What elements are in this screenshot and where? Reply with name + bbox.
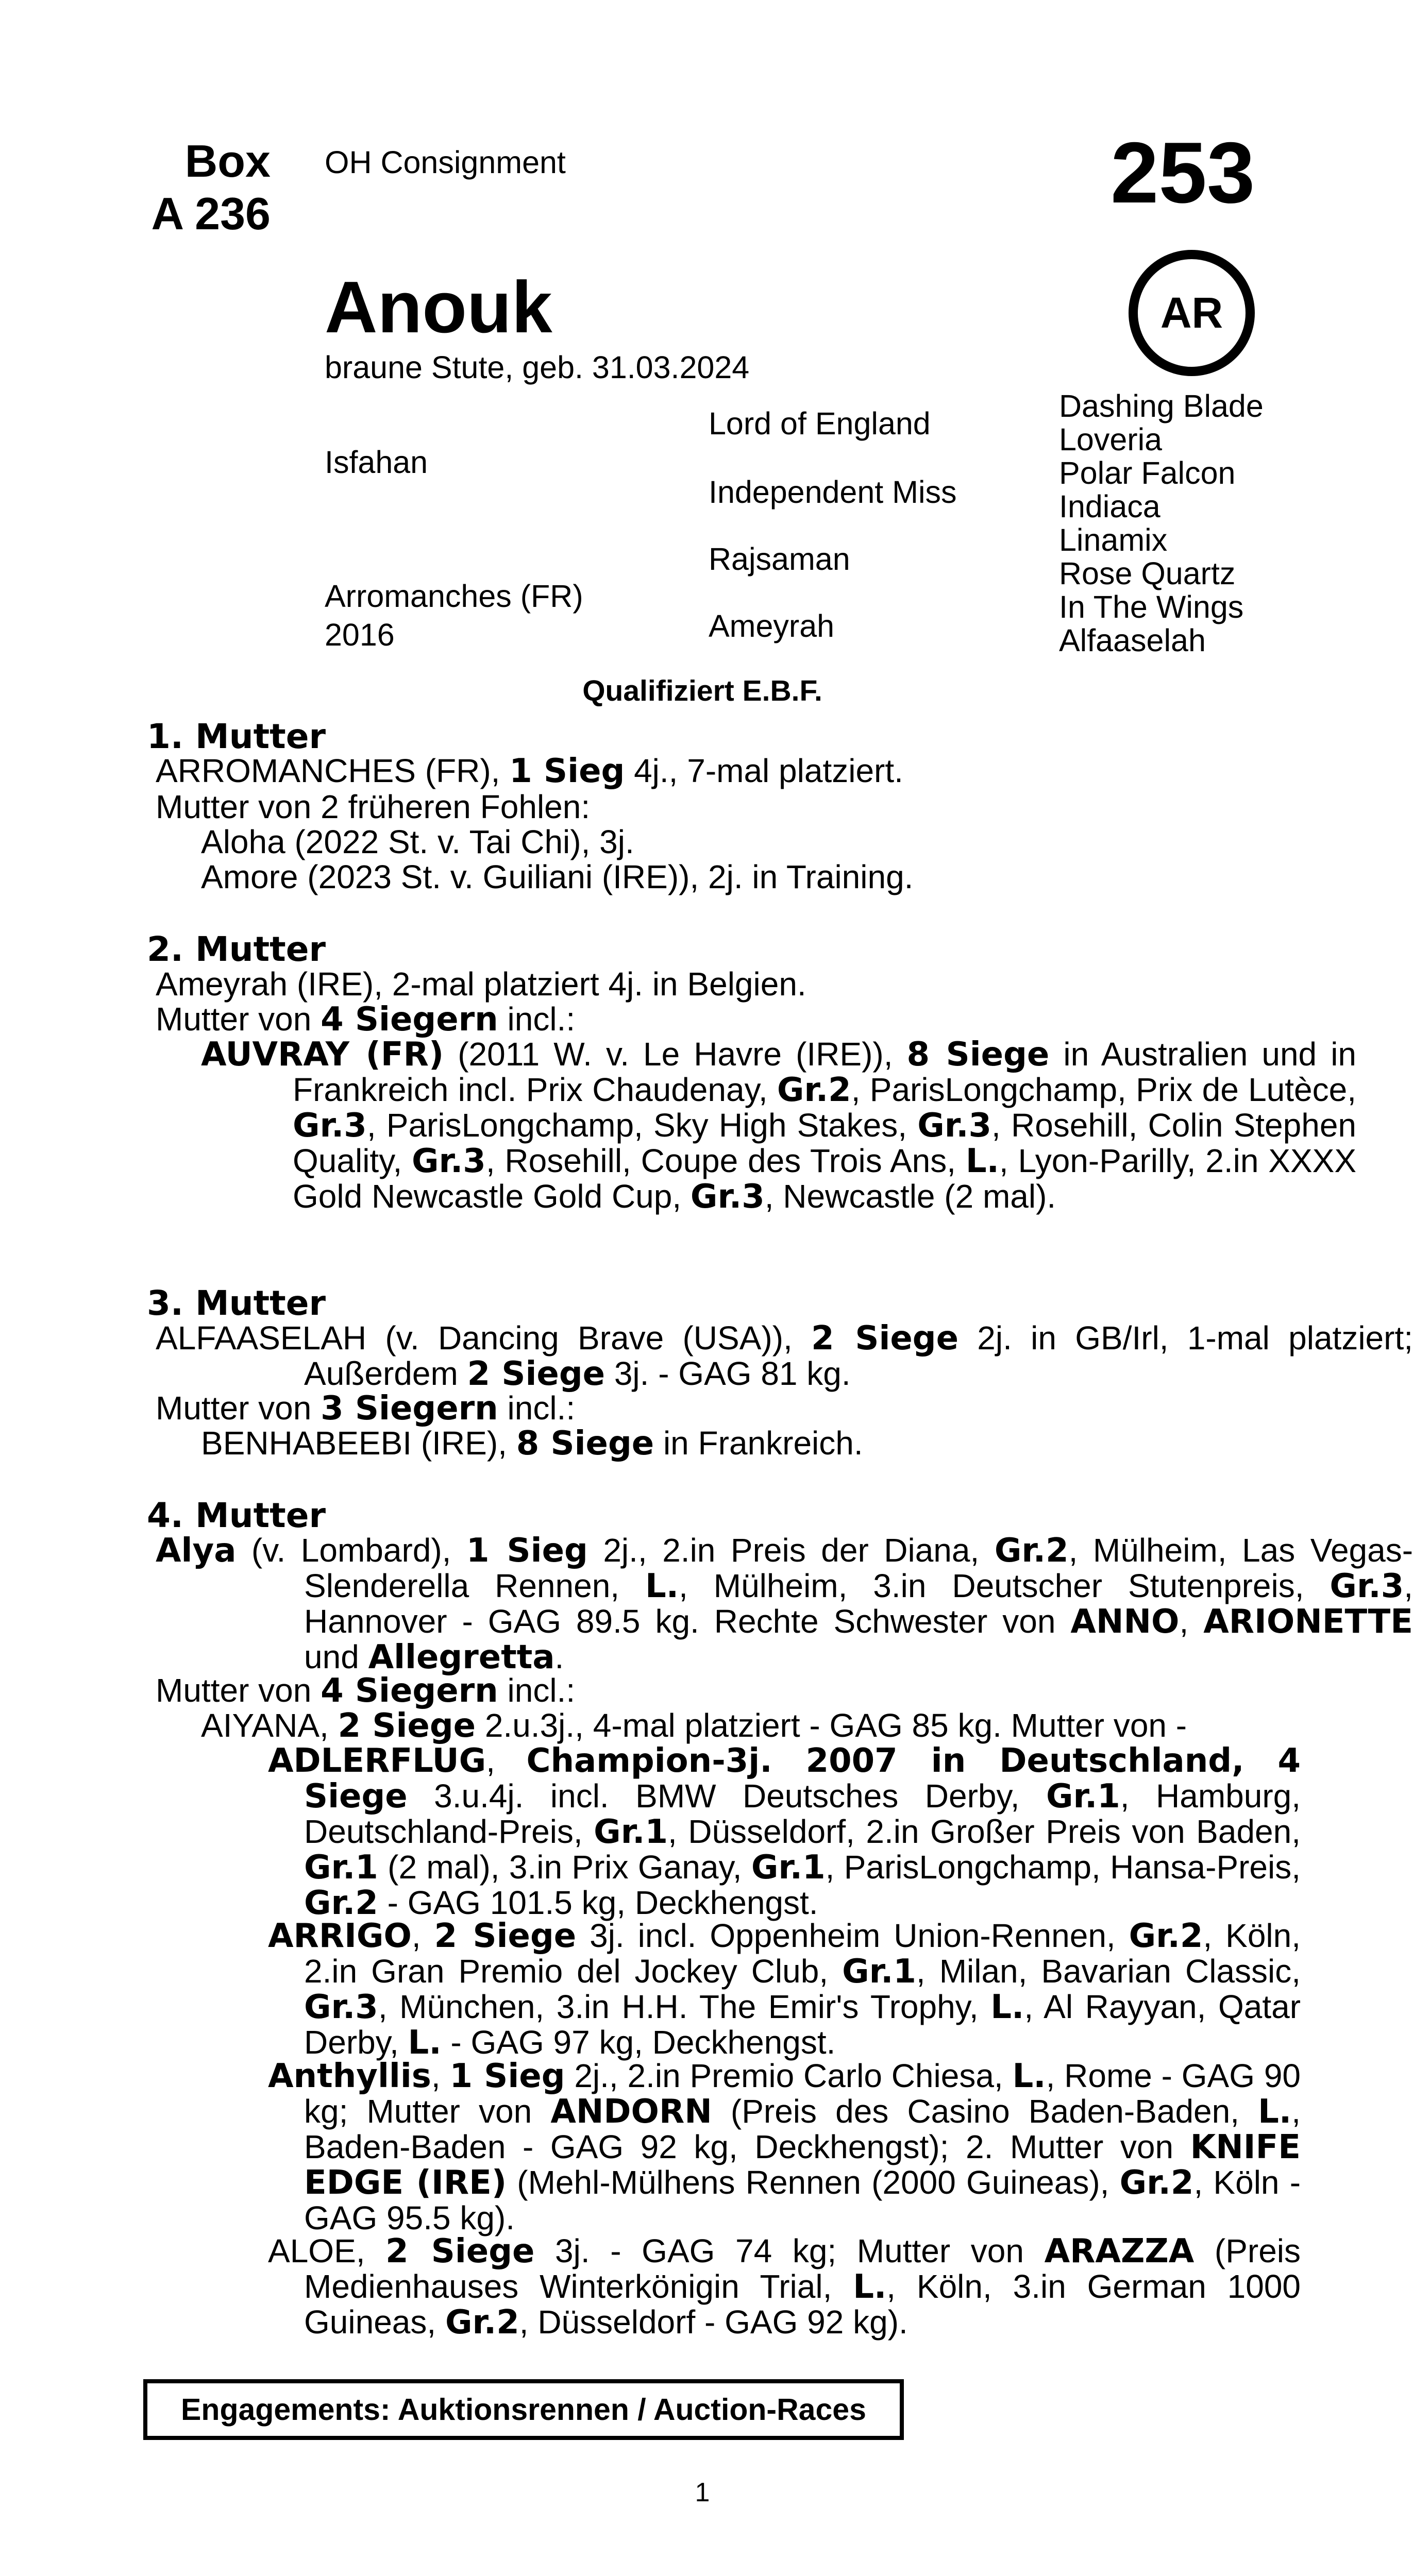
horse-name: Anouk [325,266,552,348]
anthyllis-bold: KNIFE EDGE (IRE) [304,2128,1301,2202]
aloe-text: , Köln, 3.in German 1000 Guineas, [304,2268,1301,2341]
anthyllis-bold: ANDORN [550,2093,712,2131]
adlerflug-bold: Gr.1 [1046,1777,1120,1816]
mutter3-text: 3j. - GAG 81 kg. [605,1355,851,1392]
adlerflug-text: - GAG 101.5 kg, Deckhengst. [378,1884,818,1921]
mutter1-foal: Aloha (2022 St. v. Tai Chi), 3j. [201,823,634,860]
arrigo-text: , Köln, 2.in Gran Premio del Jockey Club, [304,1917,1301,1990]
aloe-text: 3j. - GAG 74 kg; Mutter von [534,2232,1045,2269]
arrigo-bold: L. [990,1988,1024,2026]
arrigo-text: 3j. incl. Oppenheim Union-Rennen, [576,1917,1129,1954]
arrigo-bold: Gr.1 [842,1953,916,1991]
pedigree-grandparent: Ameyrah [709,608,835,643]
pedigree-dam-year: 2016 [325,617,395,652]
aloe-text: ALOE, [268,2232,386,2269]
mutter4-winners: 4 Siegern [321,1672,498,1710]
mutter3-bold: 2 Siege [811,1319,959,1358]
aloe-text: , Düsseldorf - GAG 92 kg). [519,2303,908,2341]
anthyllis-text: (Mehl-Mülhens Rennen (2000 Guineas), [507,2164,1120,2201]
mutter3-heading: 3. Mutter [147,1283,326,1323]
adlerflug-text: , [486,1742,527,1779]
alya-text: 2j., 2.in Preis der Diana, [587,1532,995,1569]
alya-text: , Mülheim, Las Vegas-Slenderella Rennen, [304,1532,1413,1604]
adlerflug-text: , Hamburg, Deutschland-Preis, [304,1777,1301,1850]
arrigo-text: , München, 3.in H.H. The Emir's Trophy, [378,1988,991,2025]
engagements-box [143,2379,904,2440]
mutter2-winners-intro [156,1002,575,1037]
ar-badge-text: AR [1160,289,1223,337]
mutter2-heading: 2. Mutter [147,929,326,969]
anthyllis-text: , Köln - GAG 95.5 kg). [304,2164,1301,2236]
pedigree-great-grandparent: In The Wings [1059,589,1244,624]
anthyllis-text: (Preis des Casino Baden-Baden, [712,2093,1258,2130]
adlerflug-bold: Gr.1 [594,1813,668,1851]
mutter1-heading: 1. Mutter [147,717,326,756]
adlerflug-text: 3.u.4j. incl. BMW Deutsches Derby, [407,1777,1046,1815]
mutter1-foal: Amore (2023 St. v. Guiliani (IRE)), 2j. in Training. [201,858,914,895]
alya-bold: ANNO [1070,1603,1180,1641]
auvray-bold: Gr.3 [917,1107,992,1145]
pedigree-great-grandparent: Dashing Blade [1059,388,1264,423]
alya-name: Alya [156,1532,237,1570]
auvray-text: , ParisLongchamp, Sky High Stakes, [366,1107,918,1144]
aiyana-text: AIYANA, [201,1707,338,1744]
alya-text: , Mülheim, 3.in Deutscher Stutenpreis, [679,1567,1330,1604]
adlerflug-bold: Champion-3j. 2007 in Deutschland, 4 Siege [304,1742,1301,1816]
anthyllis-bold: L. [1258,2093,1292,2131]
auvray-text: , Newcastle (2 mal). [764,1178,1056,1215]
mutter2-text: Mutter von [156,1001,321,1038]
alya-bold: ARIONETTE [1203,1603,1413,1641]
engagements-text: Engagements: Auktionsrennen / Auction-Races [181,2393,866,2427]
alya-text: und [304,1638,368,1675]
arrigo-text: - GAG 97 kg, Deckhengst. [441,2024,836,2061]
adlerflug-name: ADLERFLUG [268,1742,486,1780]
mutter3-record [156,1320,1413,1392]
adlerflug-text: , Düsseldorf, 2.in Großer Preis von Baden, [667,1813,1301,1850]
alya-entry [156,1533,1413,1675]
pedigree-sire: Isfahan [325,445,428,480]
anthyllis-bold: L. [1012,2057,1046,2095]
qualification: Qualifiziert E.B.F. [582,674,822,707]
anthyllis-text: , Baden-Baden - GAG 92 kg, Deckhengst); 2. Mutter von [304,2093,1301,2165]
adlerflug-text: , ParisLongchamp, Hansa-Preis, [825,1849,1301,1886]
aloe-bold: L. [853,2268,887,2306]
adlerflug-bold: Gr.1 [304,1849,378,1887]
mutter3-text: 2j. in GB/Irl, 1-mal platziert; Außerdem [304,1319,1413,1392]
mutter2-record: Ameyrah (IRE), 2-mal platziert 4j. in Belgien. [156,965,806,1003]
anthyllis-bold: Gr.2 [1119,2164,1194,2202]
pedigree-great-grandparent: Alfaaselah [1059,623,1206,658]
auvray-name: AUVRAY (FR) [201,1036,444,1074]
mutter3-bold: 2 Siege [467,1355,605,1393]
pedigree-grandparent: Rajsaman [709,541,850,577]
pedigree-great-grandparent: Linamix [1059,522,1168,557]
box-line1: Box [184,135,271,187]
anthyllis-bold: 1 Sieg [449,2057,565,2095]
pedigree-grandparent: Lord of England [709,406,931,441]
anthyllis-text: 2j., 2.in Premio Carlo Chiesa, [565,2057,1013,2094]
arrigo-entry [268,1918,1301,2060]
mutter1-wins: 1 Sieg [509,752,625,790]
mutter3-winners-intro [156,1391,575,1426]
mutter2-text: incl.: [498,1001,576,1038]
aloe-bold: 2 Siege [385,2232,535,2270]
benhabeebi-entry [201,1426,863,1461]
benhabeebi-text: BENHABEEBI (IRE), [201,1425,516,1462]
adlerflug-bold: Gr.1 [751,1849,826,1887]
mutter1-text: 4j., 7-mal platziert. [625,752,903,789]
anthyllis-name: Anthyllis [268,2057,431,2095]
anthyllis-text: , [431,2057,450,2094]
mutter3-text: ALFAASELAH (v. Dancing Brave (USA)), [156,1319,812,1357]
auvray-bold: Gr.3 [690,1178,765,1216]
pedigree-great-grandparent: Polar Falcon [1059,455,1236,490]
auvray-bold: 8 Siege [906,1036,1050,1074]
arrigo-bold: 2 Siege [434,1917,577,1955]
mutter4-text: Mutter von [156,1672,321,1709]
auvray-text: (2011 W. v. Le Havre (IRE)), [444,1036,907,1073]
auvray-text: , ParisLongchamp, Prix de Lutèce, [851,1071,1356,1108]
mutter1-text: ARROMANCHES (FR), [156,752,510,789]
pedigree-great-grandparent: Rose Quartz [1059,556,1236,591]
page-number: 1 [695,2478,710,2507]
mutter4-winners-intro [156,1673,575,1708]
aiyana-text: 2.u.3j., 4-mal platziert - GAG 85 kg. Mutter von - [476,1707,1187,1744]
lot-number: 253 [1111,124,1255,221]
pedigree-grandparent: Independent Miss [709,474,957,510]
mutter3-winners: 3 Siegern [321,1389,498,1428]
auvray-bold: Gr.2 [777,1071,851,1109]
pedigree-dam: Arromanches (FR) [325,579,583,614]
adlerflug-bold: Gr.2 [304,1884,378,1922]
pedigree-great-grandparent: Indiaca [1059,489,1160,524]
arrigo-bold: Gr.3 [304,1988,378,2026]
alya-text: (v. Lombard), [236,1532,466,1569]
alya-bold: 1 Sieg [466,1532,588,1570]
arrigo-text: , Milan, Bavarian Classic, [916,1953,1301,1990]
mutter3-text: Mutter von [156,1389,321,1427]
ar-badge [1129,250,1255,376]
benhabeebi-text: in Frankreich. [654,1425,863,1462]
mutter4-text: incl.: [498,1672,576,1709]
mutter1-record [156,753,903,789]
auvray-entry [201,1037,1356,1214]
alya-text: , [1179,1603,1204,1640]
auvray-text: , Lyon-Parilly, 2.in XXXX Gold Newcastle Gold Cup, [293,1142,1357,1215]
aloe-bold: Gr.2 [445,2303,519,2342]
aloe-entry [268,2233,1301,2340]
mutter3-text: incl.: [498,1389,576,1427]
aiyana-entry [201,1708,1187,1743]
alya-text: . [554,1638,564,1675]
arrigo-bold: Gr.2 [1129,1917,1203,1955]
adlerflug-entry [268,1743,1301,1921]
anthyllis-text: , Rome - GAG 90 kg; Mutter von [304,2057,1301,2130]
alya-text: , Hannover - GAG 89.5 kg. Rechte Schwester von [304,1567,1413,1640]
alya-bold: L. [645,1567,679,1605]
auvray-bold: Gr.3 [293,1107,367,1145]
arrigo-text: , Al Rayyan, Qatar Derby, [304,1988,1301,2061]
arrigo-bold: L. [408,2024,442,2062]
benhabeebi-wins: 8 Siege [516,1425,654,1463]
alya-bold: Gr.2 [994,1532,1069,1570]
mutter1-foals-intro: Mutter von 2 früheren Fohlen: [156,788,591,825]
auvray-bold: Gr.3 [412,1142,486,1180]
auvray-bold: L. [965,1142,999,1180]
alya-bold: Allegretta [368,1638,555,1676]
anthyllis-entry [268,2058,1301,2235]
consignor: OH Consignment [325,145,566,180]
box-number: A 236 [151,188,271,239]
alya-bold: Gr.3 [1330,1567,1404,1605]
arrigo-name: ARRIGO [268,1917,412,1955]
adlerflug-text: (2 mal), 3.in Prix Ganay, [378,1849,751,1886]
pedigree-great-grandparents [1059,389,1264,657]
box-label [103,135,271,240]
horse-description: braune Stute, geb. 31.03.2024 [325,350,750,385]
mutter4-heading: 4. Mutter [147,1496,326,1535]
aiyana-bold: 2 Siege [338,1707,476,1745]
mutter2-winners: 4 Siegern [321,1001,498,1039]
pedigree-great-grandparent: Loveria [1059,422,1163,457]
aloe-text: (Preis Medienhauses Winterkönigin Trial, [304,2232,1301,2305]
auvray-text: , Rosehill, Colin Stephen Quality, [293,1107,1357,1179]
auvray-text: , Rosehill, Coupe des Trois Ans, [485,1142,966,1179]
arrigo-text: , [411,1917,434,1954]
auvray-text: in Australien und in Frankreich incl. Prix Chaudenay, [293,1036,1356,1108]
aloe-bold: ARAZZA [1044,2232,1195,2270]
